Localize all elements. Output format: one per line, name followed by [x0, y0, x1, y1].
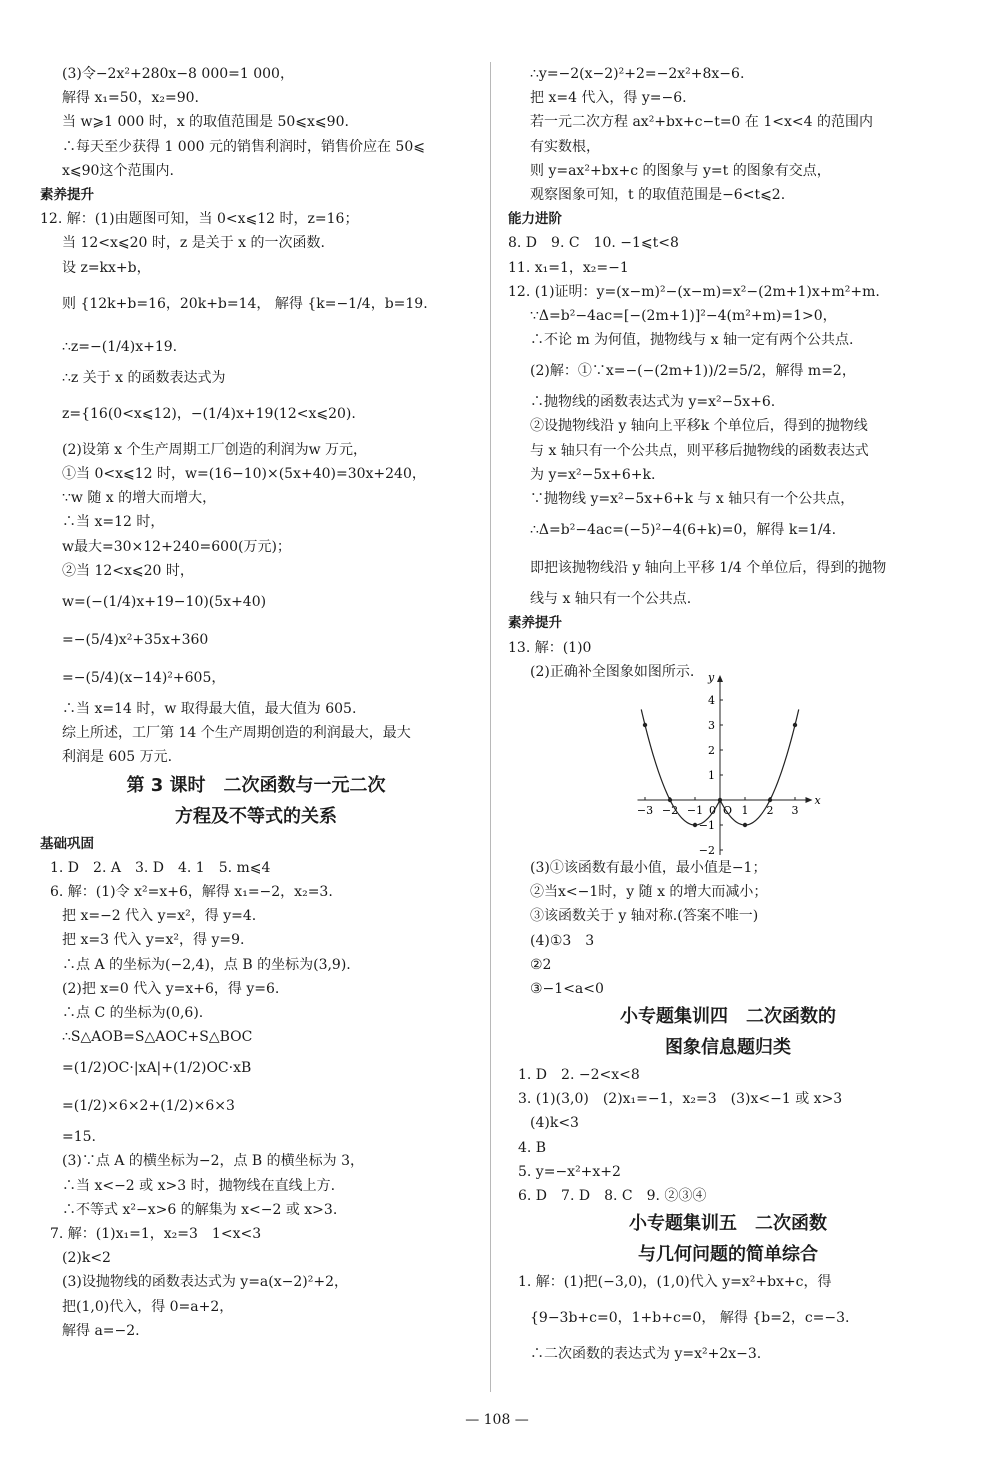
section-title: 图象信息题归类: [665, 1037, 791, 1059]
text-line: 设 z=kx+b，: [62, 259, 151, 276]
section-title: 小专题集训四 二次函数的: [620, 1006, 836, 1028]
text-line: 线与 x 轴只有一个公共点.: [530, 591, 692, 608]
x-tick-label: −3: [636, 803, 654, 817]
section-title: 与几何问题的简单综合: [638, 1244, 818, 1266]
text-line: ∴z 关于 x 的函数表达式为: [62, 369, 226, 386]
text-line: 3. (1)(3,0) (2)x₁=−1，x₂=3 (3)x<−1 或 x>3: [518, 1091, 843, 1108]
text-line: (4)k<3: [530, 1115, 579, 1132]
graph-point: [668, 798, 672, 802]
text-line: 当 12<x⩽20 时，z 是关于 x 的一次函数.: [62, 235, 325, 252]
piecewise-function: z={16(0<x⩽12)，−(1/4)x+19(12<x⩽20).: [62, 405, 356, 422]
text-line: =(1/2)OC·|xA|+(1/2)OC·xB: [62, 1060, 252, 1077]
text-line: =−(5/4)(x−14)²+605，: [62, 670, 226, 686]
y-tick-label: 1: [708, 768, 715, 782]
x-tick-label: −1: [686, 803, 704, 817]
y-tick-label: −1: [698, 818, 715, 832]
graph-point: [793, 723, 797, 727]
text-line: 当 w⩾1 000 时，x 的取值范围是 50⩽x⩽90.: [62, 114, 349, 131]
text-line: ①当 0<x⩽12 时，w=(16−10)×(5x+40)=30x+240，: [62, 466, 426, 483]
lesson-title: 方程及不等式的关系: [175, 805, 337, 827]
section-heading: 素养提升: [508, 615, 562, 632]
text-line: (3)令−2x²+280x−8 000=1 000，: [62, 66, 294, 82]
x-tick-label: 0: [709, 803, 716, 817]
text-line: ∴不等式 x²−x>6 的解集为 x<−2 或 x>3.: [62, 1201, 338, 1218]
text-line: =(1/2)×6×2+(1/2)×6×3: [62, 1098, 235, 1115]
text-line: 7. 解：(1)x₁=1，x₂=3 1<x<3: [50, 1226, 262, 1242]
text-line: ∴S△AOB=S△AOC+S△BOC: [62, 1029, 253, 1046]
text-line: 利润是 605 万元.: [62, 749, 173, 766]
text-line: =15.: [62, 1129, 96, 1146]
text-line: 把 x=3 代入 y=x²，得 y=9.: [62, 932, 245, 949]
y-tick-label: 4: [708, 693, 715, 707]
section-heading: 素养提升: [40, 186, 94, 203]
text-line: ∴y=−2(x−2)²+2=−2x²+8x−6.: [530, 66, 745, 82]
section-heading: 能力进阶: [508, 211, 562, 228]
equation-system: {9−3b+c=0，1+b+c=0， 解得 {b=2，c=−3.: [530, 1310, 850, 1327]
text-line: 与 x 轴只有一个公共点，则平移后抛物线的函数表达式: [530, 442, 869, 459]
text-line: ∴Δ=b²−4ac=(−5)²−4(6+k)=0，解得 k=1/4.: [530, 522, 837, 539]
text-line: (3)设抛物线的函数表达式为 y=a(x−2)²+2，: [62, 1274, 348, 1291]
graph-point: [693, 823, 697, 827]
text-line: 把(1,0)代入，得 0=a+2，: [62, 1298, 234, 1315]
text-line: ∴不论 m 为何值，抛物线与 x 轴一定有两个公共点.: [530, 332, 854, 349]
text-line: 4. B: [518, 1139, 547, 1156]
text-line: ∴二次函数的表达式为 y=x²+2x−3.: [530, 1346, 762, 1363]
text-line: 为 y=x²−5x+6+k.: [530, 466, 656, 483]
text-line: ②设抛物线沿 y 轴向上平移k 个单位后，得到的抛物线: [530, 418, 868, 435]
text-line: 解得 a=−2.: [62, 1322, 140, 1339]
text-line: (2)设第 x 个生产周期工厂创造的利润为w 万元，: [62, 441, 368, 458]
text-line: 8. D 9. C 10. −1⩽t<8: [508, 235, 679, 252]
y-tick-label: −2: [698, 843, 715, 857]
text-line: =−(5/4)x²+35x+360: [62, 632, 209, 648]
text-line: 有实数根，: [530, 138, 600, 155]
text-line: 把 x=−2 代入 y=x²，得 y=4.: [62, 908, 257, 925]
text-line: 6. D 7. D 8. C 9. ②③④: [518, 1188, 707, 1204]
text-line: 12. 解：(1)由题图可知，当 0<x⩽12 时，z=16；: [40, 211, 359, 228]
text-line: ②当x<−1时，y 随 x 的增大而减小；: [530, 884, 768, 901]
right-column: [508, 62, 948, 1367]
text-line: ∴点 A 的坐标为(−2,4)，点 B 的坐标为(3,9).: [62, 956, 351, 973]
text-line: 12. (1)证明：y=(x−m)²−(x−m)=x²−(2m+1)x+m²+m.: [508, 283, 880, 300]
text-line: 解得 x₁=50，x₂=90.: [62, 90, 200, 107]
x-tick-label: 3: [791, 803, 799, 817]
text-line: ∴当 x=14 时，w 取得最大值，最大值为 605.: [62, 701, 357, 717]
text-line: ∵w 随 x 的增大而增大，: [62, 490, 217, 507]
text-line: (2)正确补全图象如图所示.: [530, 663, 695, 680]
y-axis-label: y: [708, 670, 715, 684]
text-line: (3)∵点 A 的横坐标为−2，点 B 的横坐标为 3，: [62, 1153, 365, 1170]
text-line: ∴z=−(1/4)x+19.: [62, 338, 178, 355]
graph-point: [743, 823, 747, 827]
text-line: 5. y=−x²+x+2: [518, 1163, 621, 1180]
graph-point: [643, 723, 647, 727]
graph-point: [718, 798, 722, 802]
text-line: (3)①该函数有最小值，最小值是−1；: [530, 859, 767, 876]
equation-system: 则 {12k+b=16，20k+b=14， 解得 {k=−1/4，b=19.: [62, 295, 428, 312]
text-line: ②当 12<x⩽20 时，: [62, 562, 194, 579]
text-line: ②2: [530, 956, 552, 973]
text-line: 综上所述，工厂第 14 个生产周期创造的利润最大，最大: [62, 725, 411, 742]
graph-point: [768, 798, 772, 802]
y-tick-label: 3: [708, 718, 715, 732]
text-line: ∴抛物线的函数表达式为 y=x²−5x+6.: [530, 394, 776, 411]
text-line: (4)①3 3: [530, 932, 595, 949]
text-line: 观察图象可知，t 的取值范围是−6<t⩽2.: [530, 186, 786, 203]
x-tick-label: 2: [766, 803, 774, 817]
x-tick-label: −2: [661, 803, 679, 817]
y-tick-label: 2: [708, 743, 715, 757]
text-line: 则 y=ax²+bx+c 的图象与 y=t 的图象有交点，: [530, 162, 831, 179]
text-line: 13. 解：(1)0: [508, 639, 592, 656]
text-line: 即把该抛物线沿 y 轴向上平移 1/4 个单位后，得到的抛物: [530, 560, 887, 577]
text-line: w最大=30×12+240=600(万元)；: [62, 538, 291, 555]
text-line: 若一元二次方程 ax²+bx+c−t=0 在 1<x<4 的范围内: [530, 114, 873, 131]
text-line: ③−1<a<0: [530, 980, 604, 997]
section-heading: 基础巩固: [40, 835, 94, 852]
text-line: 把 x=4 代入，得 y=−6.: [530, 90, 687, 107]
text-line: 1. D 2. −2<x<8: [518, 1067, 640, 1084]
left-column: [40, 62, 472, 1343]
text-line: x⩽90这个范围内.: [62, 162, 174, 179]
text-line: 11. x₁=1，x₂=−1: [508, 259, 629, 276]
text-line: 1. D 2. A 3. D 4. 1 5. m⩽4: [50, 859, 271, 876]
page-number: — 108 —: [465, 1412, 529, 1428]
text-line: ∴当 x<−2 或 x>3 时，抛物线在直线上方.: [62, 1177, 336, 1194]
text-line: ∵抛物线 y=x²−5x+6+k 与 x 轴只有一个公共点，: [530, 491, 855, 507]
x-axis-label: x: [814, 793, 821, 807]
column-divider: [490, 62, 491, 1392]
text-line: (2)解：①∵x=−(−(2m+1))/2=5/2，解得 m=2，: [530, 363, 856, 380]
text-line: ∴点 C 的坐标为(0,6).: [62, 1004, 204, 1021]
text-line: (2)k<2: [62, 1250, 111, 1267]
origin-label: O: [723, 803, 733, 817]
text-line: ∴每天至少获得 1 000 元的销售利润时，销售价应在 50⩽: [62, 138, 425, 155]
text-line: 1. 解：(1)把(−3,0)，(1,0)代入 y=x²+bx+c，得: [518, 1274, 832, 1291]
lesson-title: 第 3 课时 二次函数与一元二次: [126, 774, 386, 796]
x-tick-label: 1: [741, 803, 749, 817]
text-line: ③该函数关于 y 轴对称.(答案不唯一): [530, 908, 759, 925]
x-axis-arrow: [806, 797, 813, 803]
text-line: 6. 解：(1)令 x²=x+6，解得 x₁=−2，x₂=3.: [50, 883, 333, 900]
text-line: (2)把 x=0 代入 y=x+6，得 y=6.: [62, 980, 280, 997]
text-line: w=(−(1/4)x+19−10)(5x+40): [62, 594, 267, 610]
section-title: 小专题集训五 二次函数: [629, 1213, 827, 1235]
text-line: ∵Δ=b²−4ac=[−(2m+1)]²−4(m²+m)=1>0，: [530, 307, 837, 324]
text-line: ∴当 x=12 时，: [62, 514, 165, 531]
